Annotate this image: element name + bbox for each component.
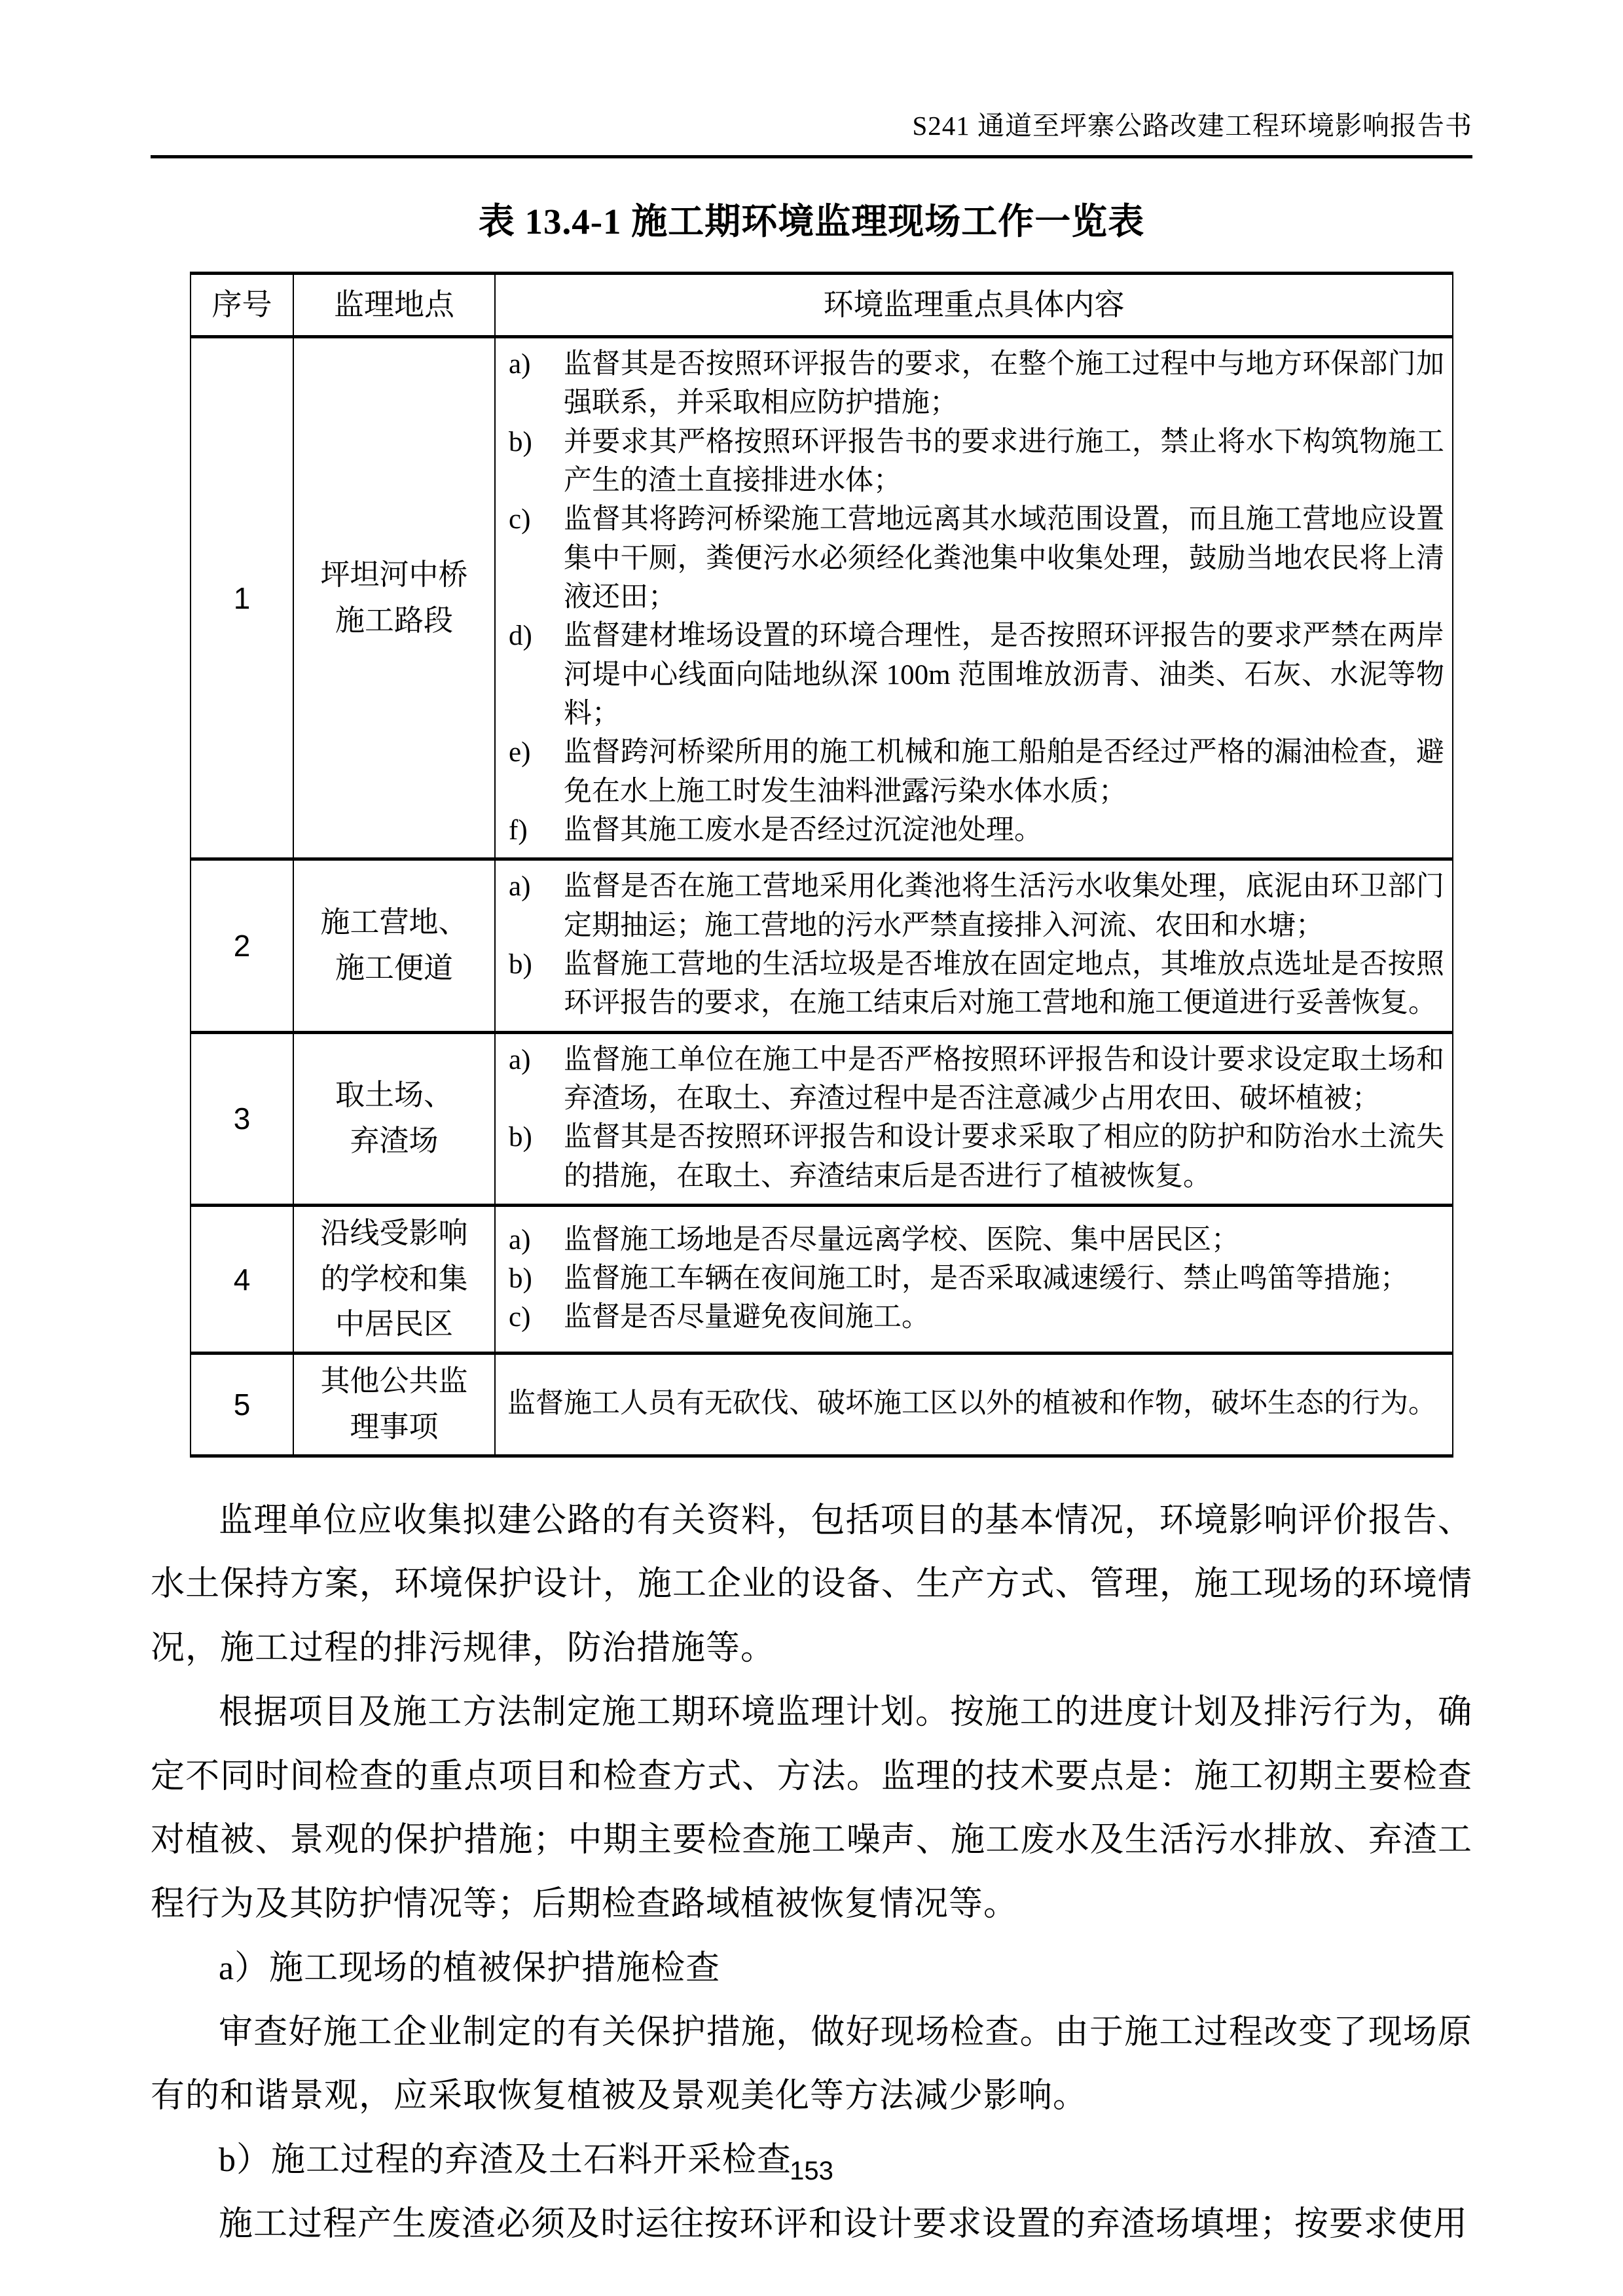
page-footer bbox=[0, 2157, 1623, 2186]
table-title: 表 13.4-1 施工期环境监理现场工作一览表 bbox=[478, 202, 1145, 242]
list-item bbox=[500, 1259, 1448, 1298]
list-item bbox=[500, 1298, 1448, 1336]
content-cell bbox=[495, 1032, 1453, 1205]
monitoring-table bbox=[190, 272, 1453, 1457]
location-line: 理事项 bbox=[350, 1410, 439, 1443]
list-item bbox=[500, 1118, 1448, 1196]
table-row bbox=[191, 1205, 1453, 1353]
item-marker: a) bbox=[509, 871, 531, 903]
list-item bbox=[500, 733, 1448, 811]
paragraph: a）施工现场的植被保护措施检查 bbox=[219, 1949, 721, 1987]
item-text: 监督跨河桥梁所用的施工机械和施工船舶是否经过严格的漏油检查，避免在水上施工时发生油料泄露污染水体水质； bbox=[564, 737, 1444, 807]
item-marker: f) bbox=[509, 814, 528, 846]
list-item bbox=[500, 811, 1448, 850]
item-marker: e) bbox=[509, 737, 531, 768]
item-text: 监督其是否按照环评报告的要求，在整个施工过程中与地方环保部门加强联系，并采取相应防护措施； bbox=[564, 348, 1444, 419]
table-row bbox=[191, 1354, 1453, 1456]
table-row bbox=[191, 336, 1453, 859]
paragraph: 审查好施工企业制定的有关保护措施，做好现场检查。由于施工过程改变了现场原有的和谐景观，应采取恢复植被及景观美化等方法减少影响。 bbox=[151, 2013, 1472, 2115]
location-line: 取土场、 bbox=[335, 1079, 453, 1112]
paragraph: b）施工过程的弃渣及土石料开采检查 bbox=[219, 2142, 792, 2179]
item-text: 监督建材堆场设置的环境合理性，是否按照环评报告的要求严禁在两岸河堤中心线面向陆地纵深 100m 范围堆放沥青、油类、石灰、水泥等物料； bbox=[564, 620, 1444, 729]
item-text: 监督施工营地的生活垃圾是否堆放在固定地点，其堆放点选址是否按照环评报告的要求，在施工结束后对施工营地和施工便道进行妥善恢复。 bbox=[564, 948, 1444, 1019]
location-cell bbox=[293, 336, 495, 859]
content-text: 监督施工人员有无砍伐、破坏施工区以外的植被和作物，破坏生态的行为。 bbox=[507, 1388, 1436, 1420]
location-line: 中居民区 bbox=[335, 1308, 453, 1341]
item-text: 监督施工场地是否尽量远离学校、医院、集中居民区； bbox=[564, 1224, 1239, 1255]
list-item bbox=[500, 345, 1448, 423]
header-rule bbox=[151, 155, 1472, 158]
item-text: 监督是否尽量避免夜间施工。 bbox=[564, 1302, 930, 1333]
location-cell bbox=[293, 859, 495, 1032]
row-number-cell: 3 bbox=[191, 1032, 293, 1205]
row-number-cell: 4 bbox=[191, 1205, 293, 1353]
location-cell bbox=[293, 1032, 495, 1205]
column-header: 序号 bbox=[191, 274, 293, 337]
list-item bbox=[500, 423, 1448, 501]
table-row bbox=[191, 1032, 1453, 1205]
item-marker: a) bbox=[509, 1224, 531, 1255]
list-item bbox=[500, 617, 1448, 733]
item-marker: a) bbox=[509, 1044, 531, 1075]
location-cell bbox=[293, 1354, 495, 1456]
table-body bbox=[191, 336, 1453, 1456]
list-item bbox=[500, 945, 1448, 1023]
item-text: 监督施工单位在施工中是否严格按照环评报告和设计要求设定取土场和弃渣场，在取土、弃渣过程中是否注意减少占用农田、破坏植被； bbox=[564, 1044, 1444, 1114]
item-marker: b) bbox=[509, 426, 532, 457]
item-marker: a) bbox=[509, 348, 531, 380]
content-cell bbox=[495, 859, 1453, 1032]
list-item bbox=[500, 1221, 1448, 1259]
item-text: 监督其是否按照环评报告和设计要求采取了相应的防护和防治水土流失的措施，在取土、弃渣结束后是否进行了植被恢复。 bbox=[564, 1122, 1444, 1192]
location-line: 的学校和集 bbox=[320, 1262, 468, 1295]
table-header-row bbox=[191, 274, 1453, 337]
row-number-cell: 5 bbox=[191, 1354, 293, 1456]
body-paragraphs bbox=[151, 1489, 1472, 2257]
item-marker: c) bbox=[509, 1302, 531, 1333]
list-item bbox=[500, 1041, 1448, 1119]
location-line: 坪坦河中桥 bbox=[320, 558, 468, 591]
item-marker: b) bbox=[509, 948, 532, 980]
location-line: 施工营地、 bbox=[320, 906, 468, 939]
column-header: 监理地点 bbox=[293, 274, 495, 337]
row-number-cell: 1 bbox=[191, 336, 293, 859]
list-item bbox=[500, 500, 1448, 617]
header-title: S241 通道至坪寨公路改建工程环境影响报告书 bbox=[912, 111, 1472, 141]
table-row bbox=[191, 859, 1453, 1032]
page-header bbox=[151, 110, 1472, 158]
content-cell bbox=[495, 1354, 1453, 1456]
list-item bbox=[500, 867, 1448, 945]
item-marker: b) bbox=[509, 1263, 532, 1294]
table-header bbox=[191, 274, 1453, 337]
row-number-cell: 2 bbox=[191, 859, 293, 1032]
item-text: 监督是否在施工营地采用化粪池将生活污水收集处理，底泥由环卫部门定期抽运；施工营地的污水严禁直接排入河流、农田和水塘； bbox=[564, 871, 1444, 941]
location-line: 弃渣场 bbox=[350, 1124, 439, 1158]
item-marker: c) bbox=[509, 504, 531, 535]
page-number: 153 bbox=[790, 2157, 833, 2185]
column-header: 环境监理重点具体内容 bbox=[495, 274, 1453, 337]
item-text: 监督其将跨河桥梁施工营地远离其水域范围设置，而且施工营地应设置集中干厕，粪便污水必须经化粪池集中收集处理，鼓励当地农民将上清液还田； bbox=[564, 504, 1444, 613]
item-text: 监督其施工废水是否经过沉淀池处理。 bbox=[564, 814, 1042, 846]
location-line: 沿线受影响 bbox=[320, 1216, 468, 1249]
paragraph: 根据项目及施工方法制定施工期环境监理计划。按施工的进度计划及排污行为，确定不同时间检查的重点项目和检查方式、方法。监理的技术要点是：施工初期主要检查对植被、景观的保护措施；中期主要检查施工噪声、施工废水及生活污水排放、弃渣工程行为及其防护情况等；后期检查路域植被恢复情况等。 bbox=[151, 1693, 1472, 1924]
location-line: 施工路段 bbox=[335, 603, 453, 637]
item-text: 监督施工车辆在夜间施工时，是否采取减速缓行、禁止鸣笛等措施； bbox=[564, 1263, 1408, 1294]
location-cell bbox=[293, 1205, 495, 1353]
location-line: 施工便道 bbox=[335, 951, 453, 984]
content-cell bbox=[495, 1205, 1453, 1353]
paragraph: 施工过程产生废渣必须及时运往按环评和设计要求设置的弃渣场填埋；按要求使用 bbox=[219, 2205, 1468, 2243]
item-text: 并要求其严格按照环评报告书的要求进行施工，禁止将水下构筑物施工产生的渣土直接排进水体； bbox=[564, 426, 1444, 496]
item-marker: d) bbox=[509, 620, 532, 652]
location-line: 其他公共监 bbox=[320, 1365, 468, 1398]
content-cell bbox=[495, 336, 1453, 859]
item-marker: b) bbox=[509, 1122, 532, 1153]
paragraph: 监理单位应收集拟建公路的有关资料，包括项目的基本情况，环境影响评价报告、水土保持方案，环境保护设计，施工企业的设备、生产方式、管理，施工现场的环境情况，施工过程的排污规律，防治措施等。 bbox=[151, 1501, 1472, 1668]
